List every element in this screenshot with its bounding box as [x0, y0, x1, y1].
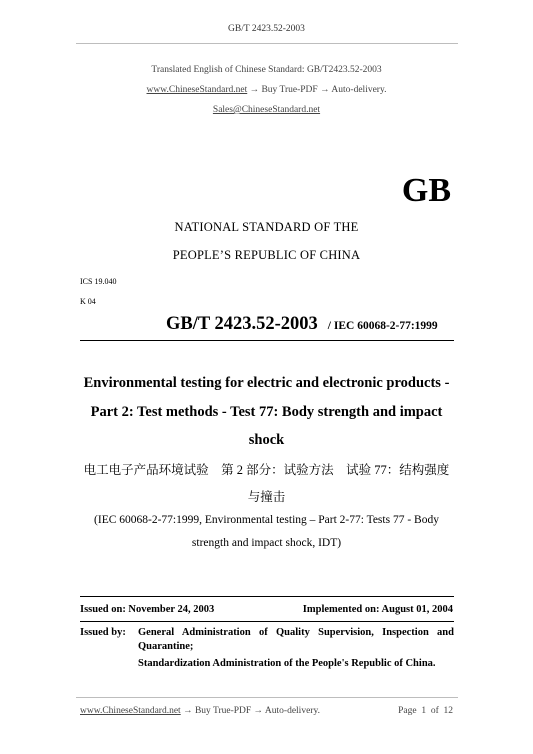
dates-bottom-rule: [80, 621, 454, 622]
chinese-title-line2: 与撞击: [247, 490, 286, 504]
running-header: GB/T 2423.52-2003: [228, 24, 305, 34]
page-total: 12: [443, 706, 453, 716]
issued-by-line3: Standardization Administration of the People's Republic of China.: [138, 658, 436, 669]
equivalence-line2: strength and impact shock, IDT): [191, 537, 342, 549]
standard-rule: [80, 340, 454, 341]
ics-code: ICS 19.040: [80, 277, 117, 286]
issued-by-line2: Quarantine;: [138, 641, 194, 652]
gb-mark: GB: [401, 172, 451, 209]
sales-email-link[interactable]: Sales@ChineseStandard.net: [212, 105, 321, 115]
title-line2: Part 2: Test methods - Test 77: Body strength and impact: [90, 404, 443, 420]
title-line3: shock: [248, 432, 285, 448]
header-rule: [76, 43, 458, 44]
iec-reference: / IEC 60068-2-77:1999: [327, 320, 438, 332]
page-number: 1: [421, 706, 427, 716]
footer-site-line: [80, 706, 320, 716]
translated-line: Translated English of Chinese Standard: GB/T2423.52-2003: [151, 65, 382, 75]
title-line1: Environmental testing for electric and electronic products -: [83, 375, 450, 391]
issued-by-line1: General Administration of Quality Supervision, Inspection and: [138, 627, 454, 638]
chinese-title-line1: 电工电子产品环境试验 第 2 部分：试验方法 试验 77：结构强度: [83, 463, 450, 477]
implemented-on-date: Implemented on: August 01, 2004: [302, 604, 453, 615]
classification-code: K 04: [80, 297, 96, 306]
page-indicator: [398, 706, 453, 716]
site-purchase-line: [0, 85, 533, 95]
gb-number: GB/T 2423.52-2003: [166, 314, 318, 334]
site-link[interactable]: www.ChineseStandard.net: [146, 85, 248, 95]
national-standard-line1: NATIONAL STANDARD OF THE: [174, 220, 359, 234]
buy-text: → Buy True-PDF → Auto-delivery.: [247, 85, 387, 95]
standard-number: [166, 314, 438, 335]
page-label: Page: [398, 706, 417, 716]
footer-site-link[interactable]: www.ChineseStandard.net: [80, 706, 181, 716]
issued-on-date: Issued on: November 24, 2003: [80, 604, 215, 615]
issued-by-label: Issued by:: [80, 627, 126, 638]
of-label: of: [430, 706, 439, 716]
email-line: [0, 105, 533, 115]
dates-top-rule: [80, 596, 454, 597]
footer-rule: [76, 697, 458, 698]
national-standard-line2: PEOPLE’S REPUBLIC OF CHINA: [172, 248, 361, 262]
equivalence-line1: (IEC 60068-2-77:1999, Environmental testing – Part 2-77: Tests 77 - Body: [94, 514, 439, 526]
footer-buy-text: → Buy True-PDF → Auto-delivery.: [180, 706, 320, 716]
